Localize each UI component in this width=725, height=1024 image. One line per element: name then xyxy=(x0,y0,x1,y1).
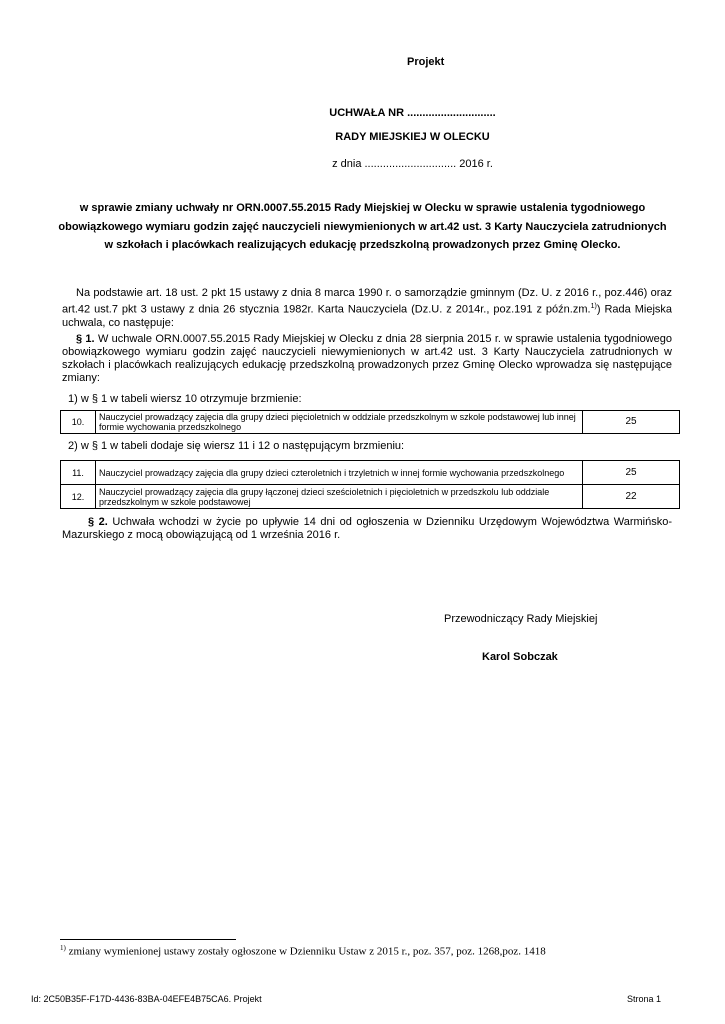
footnote-mark: 1) xyxy=(60,944,66,952)
table-row xyxy=(61,461,680,485)
date-line: z dnia .............................. 2016 r. xyxy=(332,158,493,170)
document-id: Id: 2C50B35F-F17D-4436-83BA-04EFE4B75CA6. Projekt xyxy=(31,994,262,1004)
footnote-text: zmiany wymienionej ustawy zostały ogłoszone w Dzienniku Ustaw z 2015 r., poz. 357, poz. 1268,poz. 1418 xyxy=(65,945,546,958)
subject-line-3: w szkołach i placówkach realizujących edukację przedszkolną prowadzonych przez Gminę Olecko. xyxy=(104,239,621,251)
change-item-1: 1) w § 1 w tabeli wiersz 10 otrzymuje brzmienie: xyxy=(68,393,302,405)
paragraph-1-text: W uchwale ORN.0007.55.2015 Rady Miejskiej w Olecku z dnia 28 sierpnia 2015 r. w sprawie ustalenia tygodniowego obowiązkowego wymiaru godzin zajęć nauczycieli niewymienionych w art.42 ust. 3 Karty Nauczyciela zatrudnionych w szkołach i placówkach realizujących edukację przedszkolną prowadzonych przez Gminę Olecko wprowadza się następujące zmiany: xyxy=(62,333,672,384)
paragraph-1-label: § 1. xyxy=(76,333,95,345)
table-row-10 xyxy=(60,410,680,434)
legal-basis-footnote-ref: 1) xyxy=(590,303,597,310)
paragraph-1 xyxy=(62,333,672,385)
paragraph-2-text: Uchwała wchodzi w życie po upływie 14 dni od ogłoszenia w Dzienniku Urzędowym Województwa Warmińsko-Mazurskiego z mocą obowiązującą od 1 września 2016 r. xyxy=(62,516,672,541)
row-description: Nauczyciel prowadzący zajęcia dla grupy dzieci pięcioletnich w oddziale przedszkolnym w szkole podstawowej lub innej formie wychowania przedszkolnego xyxy=(96,411,583,434)
paragraph-2 xyxy=(62,516,672,542)
change-item-2: 2) w § 1 w tabeli dodaje się wiersz 11 i 12 o następującym brzmieniu: xyxy=(68,440,405,452)
subject-line-2: obowiązkowego wymiaru godzin zajęć nauczycieli niewymienionych w art.42 ust. 3 Karty Nauczyciela zatrudnionych xyxy=(58,221,667,233)
legal-basis-end: ) Rada Miejska uchwala, co następuje: xyxy=(62,303,673,329)
legal-basis-paragraph xyxy=(62,287,672,330)
row-description: Nauczyciel prowadzący zajęcia dla grupy łączonej dzieci sześcioletnich i pięcioletnich w przedszkolu lub oddziale przedszkolnym w szkole podstawowej xyxy=(96,485,583,509)
row-number: 10. xyxy=(61,411,96,434)
row-hours: 25 xyxy=(583,411,680,434)
page-number: Strona 1 xyxy=(627,994,662,1004)
footnote xyxy=(60,944,546,958)
legal-basis-text: Na podstawie art. 18 ust. 2 pkt 15 ustawy z dnia 8 marca 1990 r. o samorządzie gminnym (Dz. U. z 2016 r., poz.446) oraz art.42 ust.7 pkt 3 ustawy z dnia 26 stycznia 1982r. Karta Nauczyciela (Dz.U. z 2014r., poz.191 z późn.zm. xyxy=(62,287,672,316)
resolution-number: UCHWAŁA NR ............................. xyxy=(329,107,496,119)
row-hours: 25 xyxy=(583,461,680,485)
paragraph-2-label: § 2. xyxy=(88,516,108,528)
row-description: Nauczyciel prowadzący zajęcia dla grupy dzieci czteroletnich i trzyletnich w innej formie wychowania przedszkolnego xyxy=(96,461,583,485)
footnote-divider xyxy=(60,939,236,940)
row-hours: 22 xyxy=(583,485,680,509)
subject-line-1: w sprawie zmiany uchwały nr ORN.0007.55.2015 Rady Miejskiej w Olecku w sprawie ustalenia tygodniowego xyxy=(79,202,646,214)
council-name: RADY MIEJSKIEJ W OLECKU xyxy=(335,131,490,143)
table-row xyxy=(61,485,680,509)
project-label: Projekt xyxy=(407,56,445,68)
signature-name: Karol Sobczak xyxy=(482,651,558,663)
table-rows-11-12 xyxy=(60,460,680,509)
row-number: 12. xyxy=(61,485,96,509)
row-number: 11. xyxy=(61,461,96,485)
signature-role: Przewodniczący Rady Miejskiej xyxy=(444,613,598,625)
table-row xyxy=(61,411,680,434)
